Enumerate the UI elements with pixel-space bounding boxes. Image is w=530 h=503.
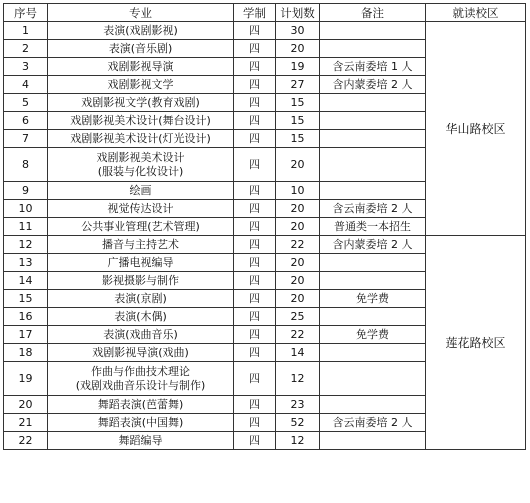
row-major: 表演(京剧) [48,290,234,308]
header-row [4,4,526,22]
row-major [48,362,234,396]
row-no: 7 [4,130,48,148]
row-system: 四 [234,290,276,308]
row-no: 8 [4,148,48,182]
row-no: 6 [4,112,48,130]
row-system: 四 [234,396,276,414]
row-plan: 20 [276,40,320,58]
row-system: 四 [234,40,276,58]
row-note [320,432,426,450]
row-major: 影视摄影与制作 [48,272,234,290]
row-note: 含内蒙委培 2 人 [320,236,426,254]
table-row [4,236,526,254]
row-no: 16 [4,308,48,326]
row-note: 含内蒙委培 2 人 [320,76,426,94]
row-plan: 52 [276,414,320,432]
row-note [320,112,426,130]
row-no: 20 [4,396,48,414]
row-no: 15 [4,290,48,308]
row-note: 含云南委培 1 人 [320,58,426,76]
row-system: 四 [234,308,276,326]
row-no: 5 [4,94,48,112]
row-system: 四 [234,236,276,254]
row-major [48,148,234,182]
row-major: 绘画 [48,182,234,200]
row-system: 四 [234,414,276,432]
row-system: 四 [234,112,276,130]
row-note [320,182,426,200]
campus-huashan: 华山路校区 [426,22,526,236]
row-major: 表演(戏剧影视) [48,22,234,40]
row-note: 免学费 [320,326,426,344]
row-plan: 12 [276,432,320,450]
row-no: 10 [4,200,48,218]
major-line-1: 作曲与作曲技术理论 [91,364,190,378]
row-no: 19 [4,362,48,396]
row-system: 四 [234,362,276,396]
row-plan: 20 [276,200,320,218]
row-no: 14 [4,272,48,290]
row-system: 四 [234,272,276,290]
row-major: 广播电视编导 [48,254,234,272]
row-plan: 25 [276,308,320,326]
row-system: 四 [234,148,276,182]
row-note [320,272,426,290]
row-note [320,254,426,272]
header-campus: 就读校区 [426,4,526,22]
row-no: 4 [4,76,48,94]
row-note [320,344,426,362]
row-system: 四 [234,76,276,94]
row-plan: 30 [276,22,320,40]
campus-lianhua: 莲花路校区 [426,236,526,450]
row-system: 四 [234,344,276,362]
row-plan: 22 [276,326,320,344]
row-system: 四 [234,130,276,148]
row-no: 18 [4,344,48,362]
row-no: 11 [4,218,48,236]
row-note [320,308,426,326]
row-system: 四 [234,432,276,450]
row-no: 1 [4,22,48,40]
row-plan: 15 [276,130,320,148]
major-line-2: (服装与化妆设计) [97,164,184,178]
row-major: 戏剧影视美术设计(舞台设计) [48,112,234,130]
row-system: 四 [234,182,276,200]
row-no: 12 [4,236,48,254]
row-major: 公共事业管理(艺术管理) [48,218,234,236]
row-system: 四 [234,218,276,236]
row-major: 表演(戏曲音乐) [48,326,234,344]
row-no: 3 [4,58,48,76]
row-major: 表演(木偶) [48,308,234,326]
row-major: 视觉传达设计 [48,200,234,218]
row-major: 戏剧影视导演 [48,58,234,76]
row-major: 戏剧影视美术设计(灯光设计) [48,130,234,148]
row-note [320,362,426,396]
row-major: 播音与主持艺术 [48,236,234,254]
row-note: 普通类一本招生 [320,218,426,236]
row-note [320,40,426,58]
row-note [320,148,426,182]
row-plan: 22 [276,236,320,254]
row-major: 戏剧影视文学 [48,76,234,94]
row-major: 表演(音乐剧) [48,40,234,58]
row-plan: 20 [276,218,320,236]
row-system: 四 [234,58,276,76]
row-plan: 14 [276,344,320,362]
row-major: 舞蹈表演(中国舞) [48,414,234,432]
row-system: 四 [234,22,276,40]
row-plan: 23 [276,396,320,414]
row-major: 舞蹈编导 [48,432,234,450]
row-no: 17 [4,326,48,344]
major-line-1: 戏剧影视美术设计 [96,150,185,164]
row-system: 四 [234,94,276,112]
row-note [320,22,426,40]
table-row [4,22,526,40]
row-plan: 20 [276,148,320,182]
row-no: 2 [4,40,48,58]
row-plan: 27 [276,76,320,94]
header-system: 学制 [234,4,276,22]
header-no: 序号 [4,4,48,22]
row-plan: 20 [276,290,320,308]
major-line-2: (戏剧戏曲音乐设计与制作) [75,378,206,392]
header-note: 备注 [320,4,426,22]
row-no: 22 [4,432,48,450]
row-system: 四 [234,254,276,272]
row-plan: 20 [276,254,320,272]
row-plan: 20 [276,272,320,290]
enrollment-plan-table [3,3,526,450]
row-plan: 15 [276,94,320,112]
row-note [320,130,426,148]
row-note: 含云南委培 2 人 [320,414,426,432]
row-plan: 12 [276,362,320,396]
header-major: 专业 [48,4,234,22]
row-major: 戏剧影视文学(教育戏剧) [48,94,234,112]
row-plan: 10 [276,182,320,200]
row-note: 免学费 [320,290,426,308]
table-body [4,22,526,450]
row-note [320,396,426,414]
row-system: 四 [234,200,276,218]
row-major: 舞蹈表演(芭蕾舞) [48,396,234,414]
row-note [320,94,426,112]
row-plan: 15 [276,112,320,130]
row-no: 21 [4,414,48,432]
row-no: 9 [4,182,48,200]
row-system: 四 [234,326,276,344]
row-note: 含云南委培 2 人 [320,200,426,218]
row-no: 13 [4,254,48,272]
header-plan: 计划数 [276,4,320,22]
row-major: 戏剧影视导演(戏曲) [48,344,234,362]
row-plan: 19 [276,58,320,76]
